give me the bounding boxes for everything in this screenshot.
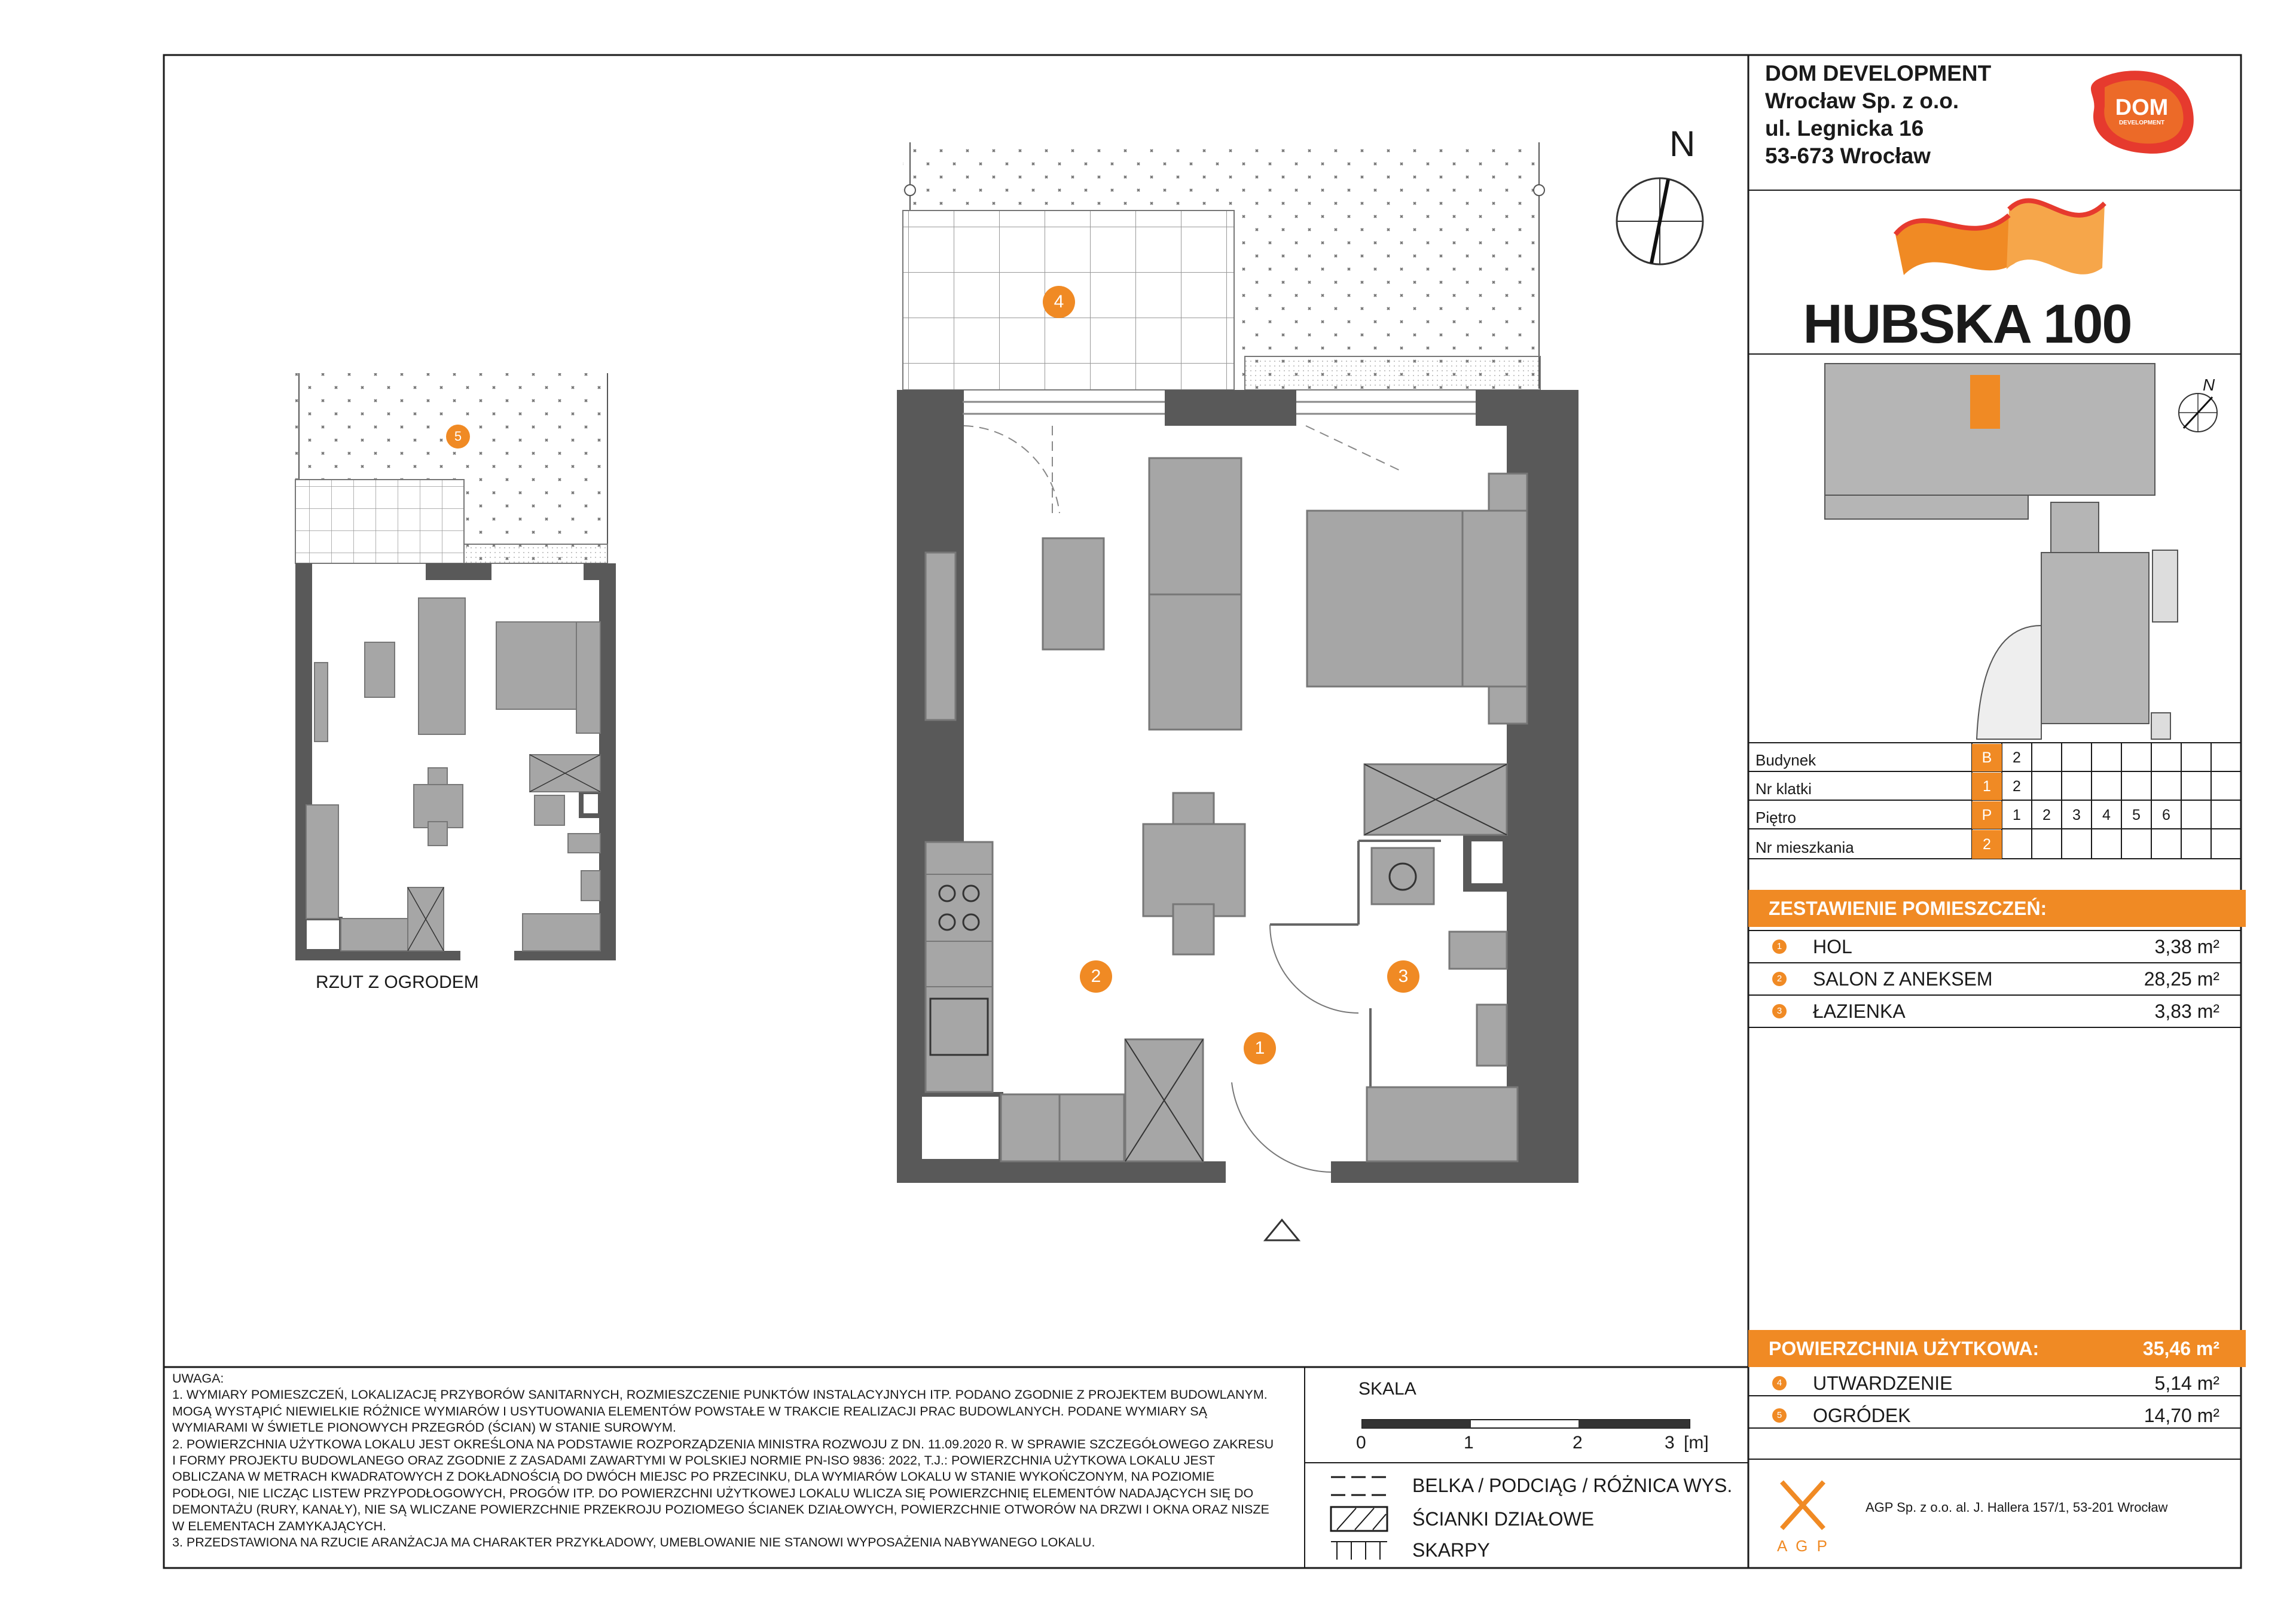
scale-unit: [m]: [1684, 1433, 1709, 1453]
agp-logo-text: A G P: [1777, 1537, 1830, 1555]
scale-bar: [1362, 1420, 1690, 1428]
room-name: ŁAZIENKA: [1813, 1000, 1906, 1022]
notes-line: I FORMY PROJEKTU BUDOWLANEGO ORAZ ZGODNIE Z ZASADAMI ZAWARTYMI W POLSKIEJ NORMIE PN-ISO 9836: 2022, T.J.: POWIERZCHNIA UŻYTKOWA LOKALU JEST: [172, 1453, 1216, 1468]
room-row: [1748, 995, 2246, 1027]
scale-tick: 2: [1573, 1433, 1583, 1453]
notes-line: PODŁOGI, NIE LICZĄC LISTEW PRZYPODŁOGOWYCH, PROGÓW ITP. DO POWIERZCHNI UŻYTKOWEJ LOKALU WLICZA SIĘ POWIERZCHNIĘ ELEMENTÓW NADAJĄCYCH SIĘ DO: [172, 1485, 1254, 1500]
notes-block: [172, 1371, 1296, 1551]
small-plan-caption: RZUT Z OGRODEM: [316, 972, 479, 992]
notes-title: UWAGA:: [172, 1371, 224, 1386]
company-line-2: Wrocław Sp. z o.o.: [1765, 89, 1959, 113]
info-label-floor: Piętro: [1755, 809, 1796, 826]
info-floor-value: 1: [2013, 807, 2021, 823]
rooms-heading: [1748, 890, 2246, 927]
info-staircase-value: 1: [1972, 773, 2002, 800]
info-building-value-2: 2: [2013, 749, 2021, 766]
notes-line: W ELEMENTACH ZAMYKAJĄCYCH.: [172, 1518, 386, 1533]
plan-marker: 1: [1244, 1032, 1276, 1064]
north-label-small: N: [2203, 376, 2215, 394]
notes-line: 2. POWIERZCHNIA UŻYTKOWA LOKALU JEST OKREŚLONA NA PODSTAWIE ROZPORZĄDZENIA MINISTRA ROZWOJU Z DN. 11.09.2020 R. W SPRAWIE SZCZEGÓŁOWEGO ZAKRESU: [172, 1436, 1274, 1451]
notes-line: WYMIARAMI W ŚWIETLE PIONOWYCH PRZEGRÓD (ŚCIAN) W STANIE SUROWYM.: [172, 1420, 676, 1435]
plan-marker: 2: [1080, 960, 1112, 993]
dom-logo-text: [2111, 96, 2173, 126]
plan-marker: 5: [446, 425, 470, 449]
scale-tick: 3: [1665, 1433, 1675, 1453]
project-title: HUBSKA 100: [1803, 294, 2132, 355]
info-label-staircase: Nr klatki: [1755, 780, 1812, 798]
room-area: 14,70 m²: [2144, 1405, 2219, 1426]
room-row: [1748, 963, 2246, 995]
room-number-badge: 3: [1772, 1004, 1787, 1018]
legend-slopes: SKARPY: [1412, 1539, 1490, 1561]
scale-title: SKALA: [1358, 1379, 1416, 1399]
building-key-plan: [1825, 364, 2178, 739]
company-city: 53-673 Wrocław: [1765, 144, 1931, 168]
room-name: HOL: [1813, 936, 1852, 957]
info-floor-value: P: [1972, 801, 2002, 829]
room-name: OGRÓDEK: [1813, 1405, 1911, 1426]
rooms-heading-text: ZESTAWIENIE POMIESZCZEŃ:: [1769, 898, 2047, 919]
small-floor-plan: [295, 373, 616, 960]
main-floor-plan: [897, 142, 1578, 1240]
room-number-badge: 4: [1772, 1376, 1787, 1390]
room-area: 5,14 m²: [2154, 1372, 2219, 1394]
plan-marker: 3: [1387, 960, 1419, 993]
legend-symbols: [1331, 1477, 1387, 1560]
notes-line: OBLICZANA W METRACH KWADRATOWYCH Z DOKŁADNOŚCIĄ DO DWÓCH MIEJSC PO PRZECINKU, DLA WYMIARÓW LOKALU W STANIE WYKOŃCZONYM, NA POZIOMIE: [172, 1469, 1215, 1484]
scale-tick: 1: [1464, 1433, 1474, 1453]
legend-partition: ŚCIANKI DZIAŁOWE: [1412, 1508, 1595, 1530]
plan-marker: 4: [1043, 286, 1075, 318]
company-name: DOM DEVELOPMENT: [1765, 61, 1992, 86]
extra-row: [1748, 1367, 2246, 1399]
company-address: [1765, 60, 1991, 170]
north-arrow: [1617, 178, 1703, 264]
info-building-value: B: [1972, 744, 2002, 771]
info-apartment-value: 2: [1972, 830, 2002, 859]
room-area: 28,25 m²: [2144, 968, 2219, 990]
info-floor-value: 5: [2132, 807, 2141, 823]
info-floor-value: 4: [2102, 807, 2111, 823]
room-number-badge: 1: [1772, 939, 1787, 954]
company-street: ul. Legnicka 16: [1765, 116, 1924, 141]
info-floor-value: 6: [2162, 807, 2170, 823]
north-label: N: [1669, 124, 1696, 164]
usable-area-value: 35,46 m²: [2142, 1338, 2219, 1359]
project-film-logo: [1895, 200, 2105, 275]
extra-row: [1748, 1399, 2246, 1432]
legend-beam: BELKA / PODCIĄG / RÓŻNICA WYS.: [1412, 1475, 1733, 1496]
info-staircase-value-2: 2: [2013, 778, 2021, 795]
room-name: SALON Z ANEKSEM: [1813, 968, 1993, 990]
room-name: UTWARDZENIE: [1813, 1372, 1953, 1394]
notes-line: 3. PRZEDSTAWIONA NA RZUCIE ARANŻACJA MA CHARAKTER PRZYKŁADOWY, UMEBLOWANIE NIE STANOWI WYPOSAŻENIA NABYWANEGO LOKALU.: [172, 1535, 1095, 1550]
architect-address: AGP Sp. z o.o. al. J. Hallera 157/1, 53-201 Wrocław: [1866, 1500, 2168, 1515]
notes-line: 1. WYMIARY POMIESZCZEŃ, LOKALIZACJĘ PRZYBORÓW SANITARNYCH, ROZMIESZCZENIE PUNKTÓW INSTALACYJNYCH ITP. PODANO ZGODNIE Z PROJEKTEM BUDOWLANYM.: [172, 1387, 1268, 1402]
info-floor-value: 3: [2072, 807, 2081, 823]
room-row: [1748, 931, 2246, 963]
info-floor-value: 2: [2042, 807, 2051, 823]
scale-tick: 0: [1356, 1433, 1366, 1453]
north-arrow-small: [2179, 393, 2217, 432]
room-area: 3,83 m²: [2154, 1000, 2219, 1022]
agp-logo: [1782, 1482, 1824, 1529]
notes-line: MOGĄ WYSTĄPIĆ NIEWIELKIE RÓŻNICE WYMIARÓW I USYTUOWANIA ELEMENTÓW POWSTAŁE W TRAKCIE REALIZACJI PRAC BUDOWLANYCH. PODANE WYMIARY SĄ: [172, 1404, 1207, 1418]
info-label-apartment: Nr mieszkania: [1755, 838, 1854, 856]
dom-logo-word: DOM: [2115, 95, 2169, 120]
info-label-building: Budynek: [1755, 751, 1816, 769]
room-number-badge: 5: [1772, 1408, 1787, 1423]
room-number-badge: 2: [1772, 972, 1787, 986]
dom-logo-subword: DEVELOPMENT: [2118, 120, 2165, 126]
usable-area-bar: [1748, 1330, 2246, 1367]
room-area: 3,38 m²: [2154, 936, 2219, 957]
notes-line: DEMONTAŻU (RURY, KANAŁY), NIE SĄ WLICZANE POWIERZCHNIE PRZEKROJU POZIOMEGO ŚCIANEK DZIAŁOWYCH, POWIERZCHNIE OTWORÓW NA DRZWI I OKNA ORAZ NISZE: [172, 1502, 1269, 1517]
usable-area-label: POWIERZCHNIA UŻYTKOWA:: [1769, 1338, 2039, 1359]
